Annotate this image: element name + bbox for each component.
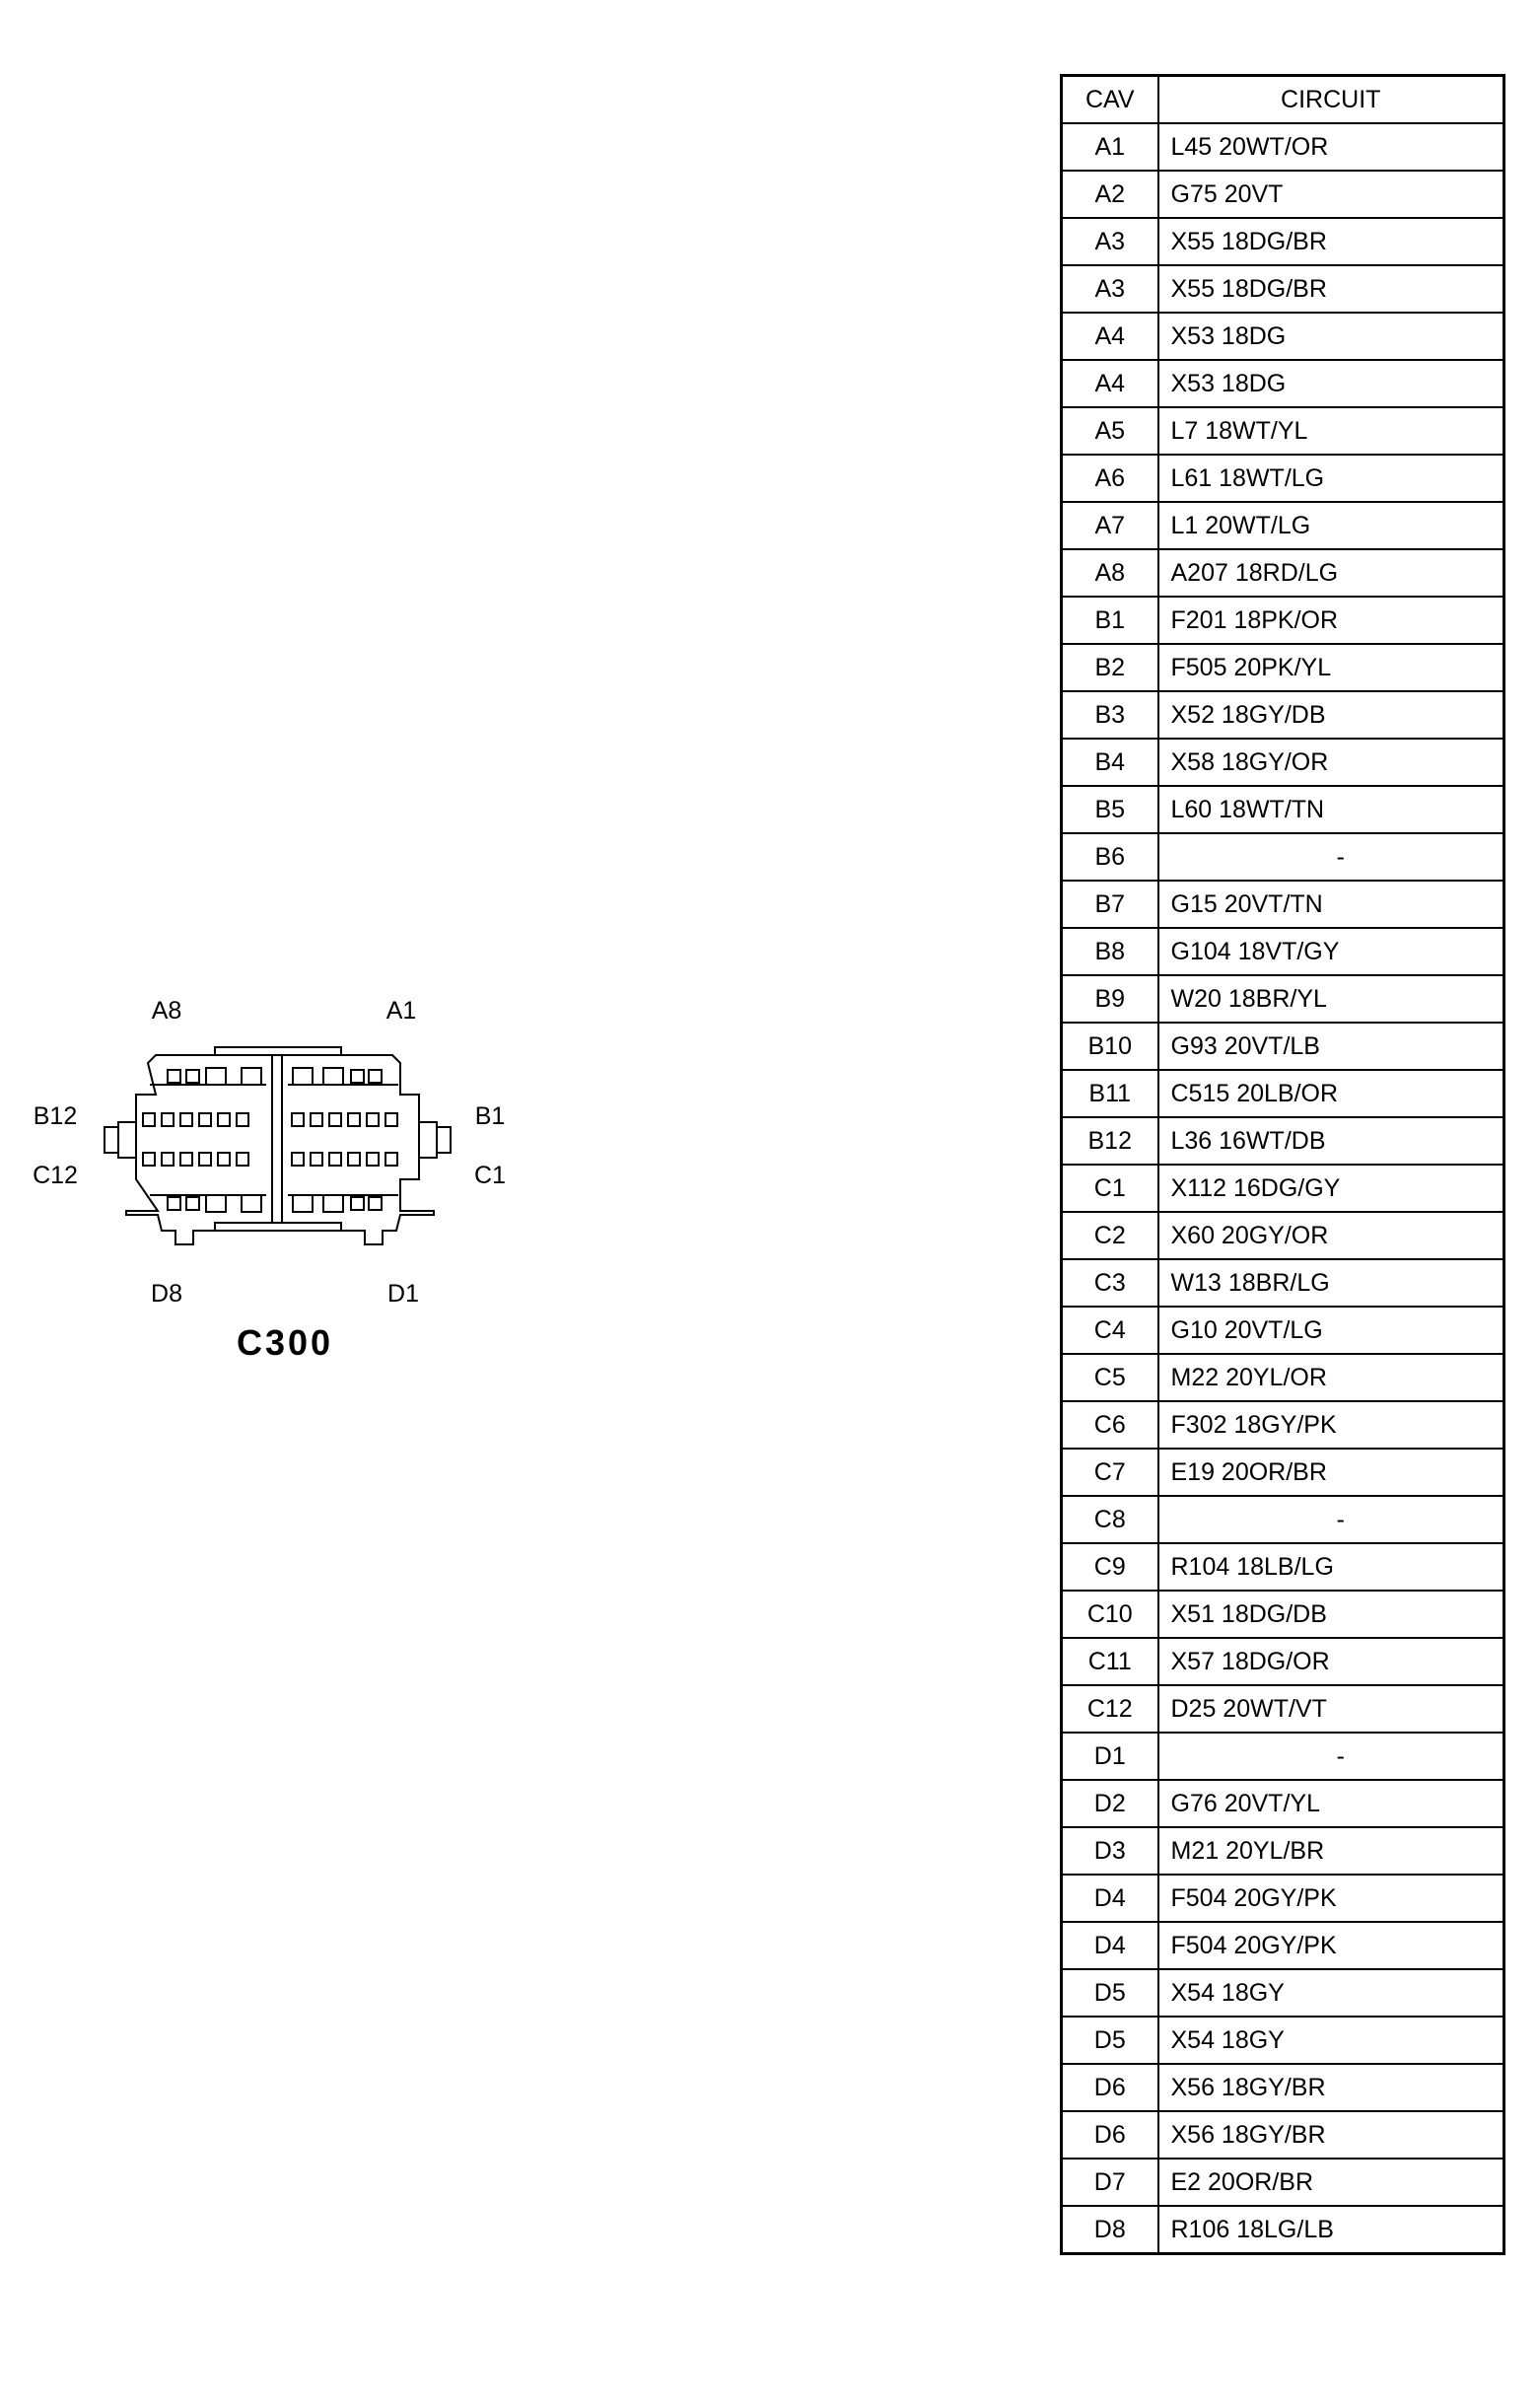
cav-cell: C6 [1062, 1401, 1158, 1449]
cav-cell: C12 [1062, 1685, 1158, 1733]
left-latch [105, 1127, 118, 1153]
table-row [1062, 691, 1504, 739]
circuit-cell: A207 18RD/LG [1158, 549, 1504, 597]
circuit-cell: X58 18GY/OR [1158, 739, 1504, 786]
circuit-cell: - [1158, 833, 1504, 881]
table-row [1062, 2206, 1504, 2254]
label-b12: B12 [33, 1102, 78, 1130]
connector-id: C300 [236, 1322, 334, 1363]
table-row [1062, 407, 1504, 455]
cav-cell: A2 [1062, 171, 1158, 218]
connector-bottom-notch [215, 1223, 341, 1231]
table-row [1062, 1307, 1504, 1354]
cav-cell: A4 [1062, 360, 1158, 407]
circuit-cell: L7 18WT/YL [1158, 407, 1504, 455]
table-row [1062, 928, 1504, 975]
cavity-row-b [143, 1113, 397, 1126]
cav-cell: D1 [1062, 1733, 1158, 1780]
circuit-cell: G10 20VT/LG [1158, 1307, 1504, 1354]
table-body [1062, 123, 1504, 2254]
label-b1: B1 [474, 1102, 506, 1130]
label-a8: A8 [151, 997, 182, 1025]
cav-cell: B8 [1062, 928, 1158, 975]
connector-diagram [0, 0, 611, 1479]
circuit-cell: W13 18BR/LG [1158, 1259, 1504, 1307]
circuit-cell: X55 18DG/BR [1158, 218, 1504, 265]
table-row [1062, 455, 1504, 502]
label-c1: C1 [474, 1162, 506, 1189]
cav-cell: D3 [1062, 1827, 1158, 1875]
circuit-cell: L61 18WT/LG [1158, 455, 1504, 502]
right-latch [437, 1127, 451, 1153]
circuit-cell: R106 18LG/LB [1158, 2206, 1504, 2254]
cav-cell: C8 [1062, 1496, 1158, 1543]
cav-cell: A8 [1062, 549, 1158, 597]
cav-cell: B6 [1062, 833, 1158, 881]
table-row [1062, 1259, 1504, 1307]
table-row [1062, 2017, 1504, 2064]
table-row [1062, 1922, 1504, 1969]
circuit-cell: X112 16DG/GY [1158, 1165, 1504, 1212]
cav-cell: B9 [1062, 975, 1158, 1023]
table-row [1062, 549, 1504, 597]
circuit-cell: L45 20WT/OR [1158, 123, 1504, 171]
cav-cell: B3 [1062, 691, 1158, 739]
cav-cell: D5 [1062, 1969, 1158, 2017]
table-row [1062, 881, 1504, 928]
table-row [1062, 265, 1504, 313]
table-row [1062, 1496, 1504, 1543]
table-row [1062, 2159, 1504, 2206]
table-row [1062, 123, 1504, 171]
cav-cell: B7 [1062, 881, 1158, 928]
circuit-cell: X54 18GY [1158, 2017, 1504, 2064]
circuit-cell: M22 20YL/OR [1158, 1354, 1504, 1401]
table-row [1062, 171, 1504, 218]
cav-cell: D8 [1062, 2206, 1158, 2254]
cav-cell: B11 [1062, 1070, 1158, 1117]
table-row [1062, 502, 1504, 549]
circuit-cell: L1 20WT/LG [1158, 502, 1504, 549]
cav-cell: D5 [1062, 2017, 1158, 2064]
table-row [1062, 2064, 1504, 2111]
table-row [1062, 313, 1504, 360]
table-row [1062, 833, 1504, 881]
table-row [1062, 1023, 1504, 1070]
circuit-cell: C515 20LB/OR [1158, 1070, 1504, 1117]
cav-cell: D4 [1062, 1875, 1158, 1922]
circuit-cell: F201 18PK/OR [1158, 597, 1504, 644]
cav-cell: C1 [1062, 1165, 1158, 1212]
circuit-cell: X54 18GY [1158, 1969, 1504, 2017]
cav-cell: A5 [1062, 407, 1158, 455]
table-row [1062, 360, 1504, 407]
cav-cell: A7 [1062, 502, 1158, 549]
table-row [1062, 1733, 1504, 1780]
circuit-cell: F505 20PK/YL [1158, 644, 1504, 691]
cav-cell: A3 [1062, 265, 1158, 313]
circuit-cell: L36 16WT/DB [1158, 1117, 1504, 1165]
cav-cell: B2 [1062, 644, 1158, 691]
pinout-table [1060, 74, 1505, 2255]
circuit-cell: - [1158, 1496, 1504, 1543]
label-d8: D8 [151, 1280, 182, 1308]
right-latch-base [419, 1122, 437, 1158]
table-row [1062, 2111, 1504, 2159]
table-header-row [1062, 76, 1504, 124]
cav-cell: D4 [1062, 1922, 1158, 1969]
label-d1: D1 [387, 1280, 419, 1308]
label-a1: A1 [385, 997, 417, 1025]
circuit-cell: G76 20VT/YL [1158, 1780, 1504, 1827]
cav-cell: B12 [1062, 1117, 1158, 1165]
table-row [1062, 1827, 1504, 1875]
table-row [1062, 1638, 1504, 1685]
table-row [1062, 786, 1504, 833]
circuit-cell: G104 18VT/GY [1158, 928, 1504, 975]
left-latch-base [118, 1122, 136, 1158]
cav-cell: C5 [1062, 1354, 1158, 1401]
table-row [1062, 1543, 1504, 1591]
circuit-cell: X53 18DG [1158, 313, 1504, 360]
table-row [1062, 1401, 1504, 1449]
table-row [1062, 597, 1504, 644]
label-c12: C12 [33, 1162, 78, 1189]
header-circuit: CIRCUIT [1158, 76, 1504, 124]
circuit-cell: - [1158, 1733, 1504, 1780]
cav-cell: D6 [1062, 2111, 1158, 2159]
table-row [1062, 1070, 1504, 1117]
circuit-cell: X53 18DG [1158, 360, 1504, 407]
circuit-cell: X56 18GY/BR [1158, 2111, 1504, 2159]
cav-cell: A4 [1062, 313, 1158, 360]
circuit-cell: E19 20OR/BR [1158, 1449, 1504, 1496]
table-row [1062, 1591, 1504, 1638]
circuit-cell: M21 20YL/BR [1158, 1827, 1504, 1875]
table-row [1062, 1875, 1504, 1922]
cav-cell: A6 [1062, 455, 1158, 502]
connector-top-notch [215, 1047, 341, 1055]
cav-cell: A3 [1062, 218, 1158, 265]
circuit-cell: R104 18LB/LG [1158, 1543, 1504, 1591]
table-row [1062, 1969, 1504, 2017]
cav-cell: A1 [1062, 123, 1158, 171]
circuit-cell: L60 18WT/TN [1158, 786, 1504, 833]
circuit-cell: X56 18GY/BR [1158, 2064, 1504, 2111]
table-row [1062, 1165, 1504, 1212]
circuit-cell: X55 18DG/BR [1158, 265, 1504, 313]
table-row [1062, 218, 1504, 265]
cavity-row-c [143, 1153, 397, 1166]
cav-cell: B10 [1062, 1023, 1158, 1070]
cav-cell: D6 [1062, 2064, 1158, 2111]
circuit-cell: E2 20OR/BR [1158, 2159, 1504, 2206]
table-row [1062, 1354, 1504, 1401]
table-row [1062, 1449, 1504, 1496]
circuit-cell: W20 18BR/YL [1158, 975, 1504, 1023]
table-row [1062, 739, 1504, 786]
cavity-row-d [168, 1195, 382, 1212]
table-row [1062, 644, 1504, 691]
circuit-cell: X52 18GY/DB [1158, 691, 1504, 739]
circuit-cell: G93 20VT/LB [1158, 1023, 1504, 1070]
cav-cell: C2 [1062, 1212, 1158, 1259]
circuit-cell: X60 20GY/OR [1158, 1212, 1504, 1259]
cav-cell: C3 [1062, 1259, 1158, 1307]
cav-cell: C9 [1062, 1543, 1158, 1591]
cav-cell: C10 [1062, 1591, 1158, 1638]
circuit-cell: X51 18DG/DB [1158, 1591, 1504, 1638]
cav-cell: C7 [1062, 1449, 1158, 1496]
cav-cell: C11 [1062, 1638, 1158, 1685]
table-row [1062, 1117, 1504, 1165]
circuit-cell: X57 18DG/OR [1158, 1638, 1504, 1685]
cav-cell: B5 [1062, 786, 1158, 833]
table-row [1062, 1780, 1504, 1827]
circuit-cell: F504 20GY/PK [1158, 1875, 1504, 1922]
cav-cell: B4 [1062, 739, 1158, 786]
circuit-cell: G15 20VT/TN [1158, 881, 1504, 928]
circuit-cell: F302 18GY/PK [1158, 1401, 1504, 1449]
table-row [1062, 1212, 1504, 1259]
table-row [1062, 1685, 1504, 1733]
cavity-row-a [168, 1068, 382, 1085]
header-cav: CAV [1062, 76, 1158, 124]
cav-cell: C4 [1062, 1307, 1158, 1354]
cav-cell: D7 [1062, 2159, 1158, 2206]
table-row [1062, 975, 1504, 1023]
circuit-cell: F504 20GY/PK [1158, 1922, 1504, 1969]
circuit-cell: D25 20WT/VT [1158, 1685, 1504, 1733]
circuit-cell: G75 20VT [1158, 171, 1504, 218]
cav-cell: D2 [1062, 1780, 1158, 1827]
cav-cell: B1 [1062, 597, 1158, 644]
